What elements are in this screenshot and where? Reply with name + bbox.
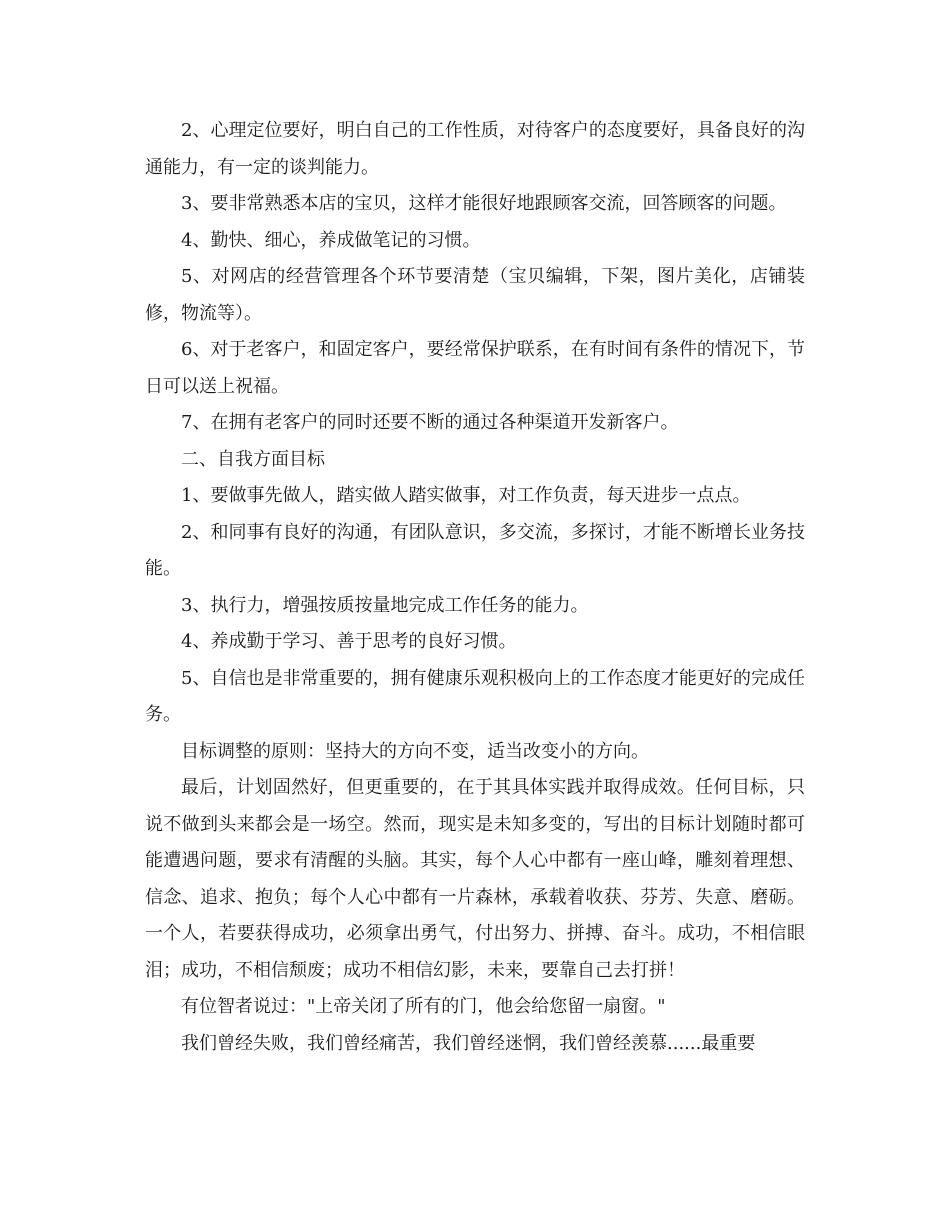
paragraph-item-7-new-customers: 7、在拥有老客户的同时还要不断的通过各种渠道开发新客户。 (181, 412, 679, 433)
paragraph-item-5-store-management: 5、对网店的经营管理各个环节要清楚（宝贝编辑，下架，图片美化，店铺装修，物流等）。 (145, 266, 805, 324)
document-body (145, 113, 805, 1062)
paragraph-self-1: 1、要做事先做人，踏实做人踏实做事，对工作负责，每天进步一点点。 (181, 485, 751, 506)
paragraph-item-3-products: 3、要非常熟悉本店的宝贝，这样才能很好地跟顾客交流，回答顾客的问题。 (181, 193, 787, 214)
paragraph-self-4: 4、养成勤于学习、善于思考的良好习惯。 (181, 631, 517, 652)
section-heading-self-goals: 二、自我方面目标 (181, 448, 325, 470)
paragraph-item-2-communication: 2、心理定位要好，明白自己的工作性质，对待客户的态度要好，具备良好的沟通能力，有一定的谈判能力。 (145, 120, 805, 178)
paragraph-self-5: 5、自信也是非常重要的，拥有健康乐观积极向上的工作态度才能更好的完成任务。 (145, 667, 805, 725)
paragraph-item-6-old-customers: 6、对于老客户，和固定客户，要经常保护联系，在有时间有条件的情况下，节日可以送上祝福。 (145, 339, 805, 397)
paragraph-conclusion: 最后，计划固然好，但更重要的，在于其具体实践并取得成效。任何目标，只说不做到头来都会是一场空。然而，现实是未知多变的，写出的目标计划随时都可能遭遇问题，要求有清醒的头脑。其实，每个人心中都有一座山峰，雕刻着理想、信念、追求、抱负；每个人心中都有一片森林，承载着收获、芬芳、失意、磨砺。一个人，若要获得成功，必须拿出勇气，付出努力、拼搏、奋斗。成功，不相信眼泪；成功，不相信颓废；成功不相信幻影，未来，要靠自己去打拼！ (145, 777, 805, 981)
paragraph-self-3: 3、执行力，增强按质按量地完成工作任务的能力。 (181, 594, 589, 616)
paragraph-self-2: 2、和同事有良好的沟通，有团队意识，多交流，多探讨，才能不断增长业务技能。 (145, 521, 805, 579)
paragraph-item-4-diligence: 4、勤快、细心，养成做笔记的习惯。 (181, 229, 481, 251)
paragraph-quote: 有位智者说过："上帝关闭了所有的门，他会给您留一扇窗。" (181, 996, 666, 1017)
paragraph-adjustment-principle: 目标调整的原则：坚持大的方向不变，适当改变小的方向。 (181, 740, 649, 762)
paragraph-final: 我们曾经失败，我们曾经痛苦，我们曾经迷惘，我们曾经羡慕......最重要 (181, 1032, 756, 1054)
